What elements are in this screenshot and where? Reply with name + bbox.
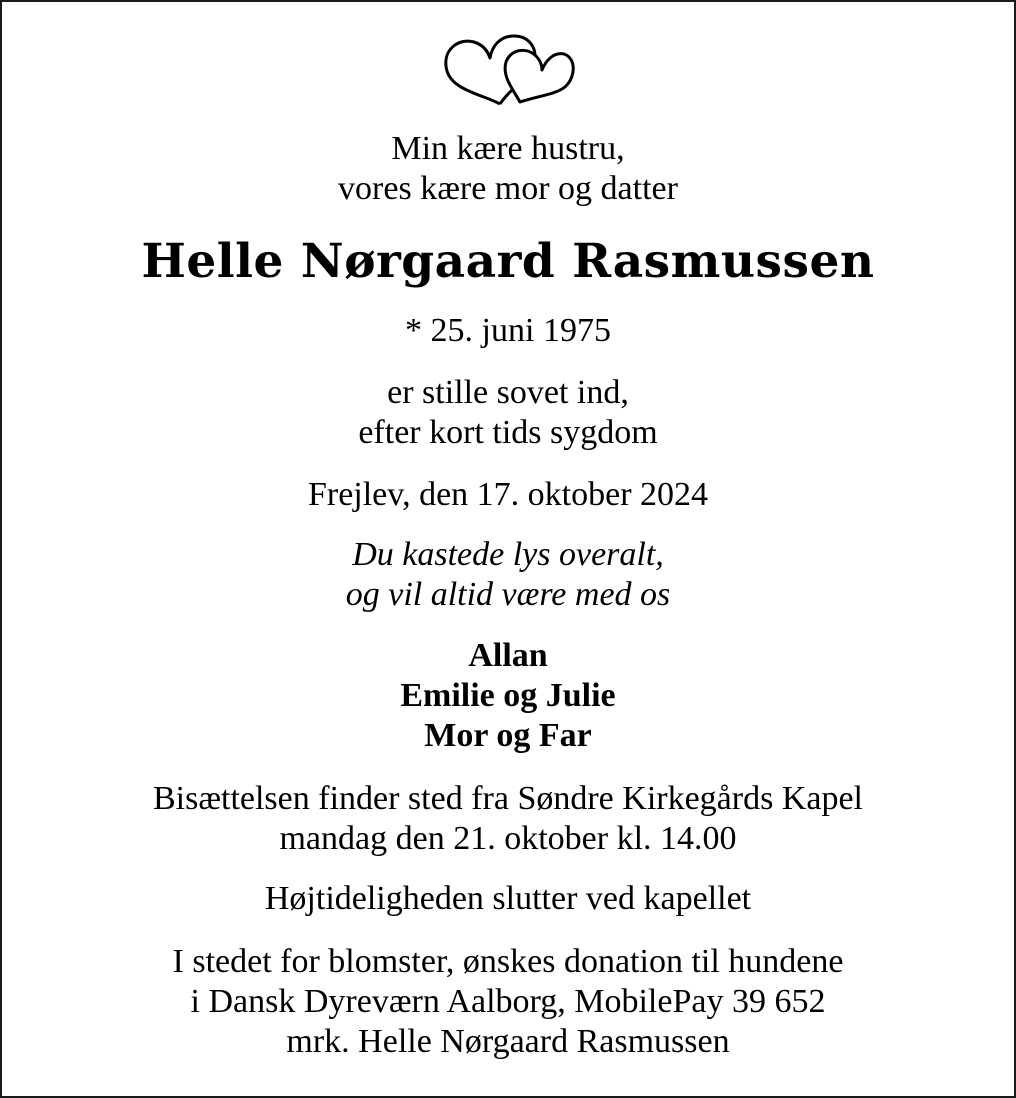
mourner-2: Emilie og Julie: [400, 677, 616, 714]
double-hearts-icon: [442, 32, 578, 106]
intro-line-1: Min kære hustru,: [391, 130, 625, 167]
verse-line-2: og vil altid være med os: [345, 576, 671, 613]
intro-line-2: vores kære mor og datter: [338, 170, 678, 207]
donation-line-3: mrk. Helle Nørgaard Rasmussen: [286, 1023, 730, 1060]
passing-line-1: er stille sovet ind,: [387, 374, 629, 411]
donation-line-2: i Dansk Dyreværn Aalborg, MobilePay 39 652: [190, 983, 826, 1020]
birth-date: * 25. juni 1975: [405, 312, 611, 349]
mourner-3: Mor og Far: [424, 717, 592, 754]
funeral-line-2: mandag den 21. oktober kl. 14.00: [279, 820, 737, 857]
passing-line-2: efter kort tids sygdom: [358, 414, 658, 451]
place-and-date: Frejlev, den 17. oktober 2024: [307, 476, 709, 513]
donation-line-1: I stedet for blomster, ønskes donation til hundene: [172, 943, 844, 980]
verse-line-1: Du kastede lys overalt,: [352, 536, 664, 573]
mourner-1: Allan: [468, 637, 548, 674]
deceased-name: Helle Nørgaard Rasmussen: [141, 234, 875, 289]
funeral-line-1: Bisættelsen finder sted fra Søndre Kirkegårds Kapel: [152, 780, 864, 817]
ceremony-note: Højtideligheden slutter ved kapellet: [264, 880, 752, 917]
